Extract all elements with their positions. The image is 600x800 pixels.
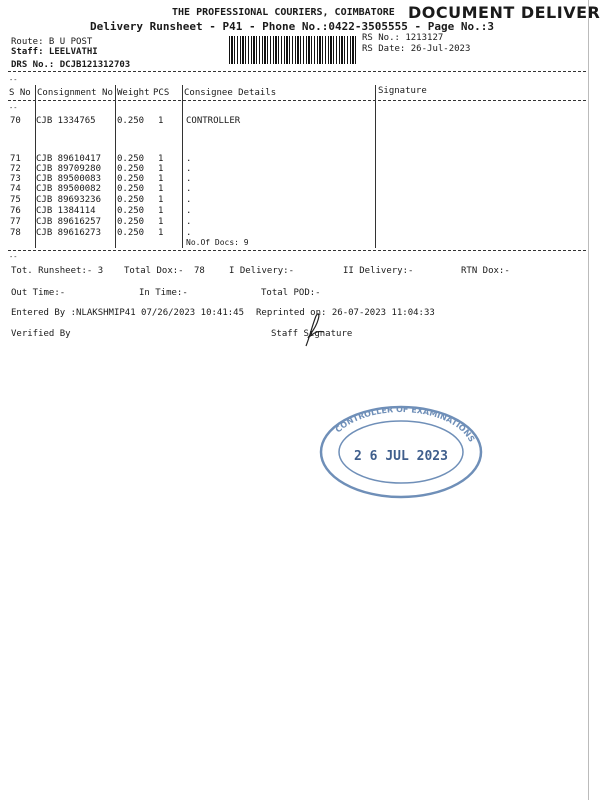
barcode (229, 36, 356, 64)
row-consignee: . (186, 217, 192, 227)
row-consignee: . (186, 228, 192, 238)
dash-mark: -- (9, 104, 18, 112)
drs-number: DRS No.: DCJB121312703 (11, 60, 131, 70)
document-title: DOCUMENT DELIVER (408, 3, 600, 22)
company-name: THE PROFESSIONAL COURIERS, COIMBATORE (172, 7, 395, 18)
out-time: Out Time:- (11, 288, 66, 298)
row-consignment: CJB 89610417 (36, 154, 102, 164)
row-weight: 0.250 (117, 184, 145, 194)
runsheet-line: Delivery Runsheet - P41 - Phone No.:0422-3505555 - Page No.:3 (90, 20, 494, 33)
staff-signature-label: Staff Signature (271, 329, 353, 339)
reprinted-on: Reprinted on: 26-07-2023 11:04:33 (256, 308, 435, 318)
signature-scribble (298, 308, 338, 348)
page-edge (588, 0, 589, 800)
row-consignment: CJB 89500082 (36, 184, 102, 194)
row-consignee: . (186, 164, 192, 174)
row-weight: 0.250 (117, 154, 145, 164)
ii-delivery: II Delivery:- (343, 266, 414, 276)
row-weight: 0.250 (117, 228, 145, 238)
row-pcs: 1 (158, 195, 164, 205)
row-pcs: 1 (158, 164, 164, 174)
row-sno: 75 (10, 195, 21, 205)
row-weight: 0.250 (117, 217, 145, 227)
total-dox-value: 78 (194, 266, 205, 276)
row-sno: 78 (10, 228, 21, 238)
divider (8, 100, 586, 101)
stamp-date: 2 6 JUL 2023 (354, 449, 448, 464)
row-consignment: CJB 89709280 (36, 164, 102, 174)
row-consignee: . (186, 206, 192, 216)
col-header-consignee: Consignee Details (184, 88, 277, 98)
row-consignment: CJB 1334765 (36, 116, 96, 126)
row-pcs: 1 (158, 116, 164, 126)
verified-by: Verified By (11, 329, 71, 339)
in-time: In Time:- (139, 288, 188, 298)
rs-number: RS No.: 1213127 (362, 33, 444, 43)
divider (8, 250, 586, 251)
row-consignment: CJB 89500083 (36, 174, 102, 184)
row-sno: 77 (10, 217, 21, 227)
i-delivery: I Delivery:- (229, 266, 295, 276)
row-sno: 71 (10, 154, 21, 164)
column-line (182, 85, 183, 248)
row-sno: 72 (10, 164, 21, 174)
staff-label: Staff: LEELVATHI (11, 47, 98, 57)
total-dox-label: Total Dox:- (124, 266, 184, 276)
row-weight: 0.250 (117, 116, 145, 126)
stamp-ring-text: CONTROLLER OF EXAMINATIONS (333, 404, 477, 444)
row-sno: 74 (10, 184, 21, 194)
col-header-weight: Weight (117, 88, 150, 98)
row-sno: 73 (10, 174, 21, 184)
examination-stamp (318, 404, 484, 500)
column-line (375, 85, 376, 248)
row-pcs: 1 (158, 228, 164, 238)
dash-mark: -- (9, 253, 18, 261)
row-weight: 0.250 (117, 195, 145, 205)
row-consignee: . (186, 154, 192, 164)
row-consignment: CJB 89693236 (36, 195, 102, 205)
column-line (115, 85, 116, 248)
rs-date: RS Date: 26-Jul-2023 (362, 44, 471, 54)
row-consignee: . (186, 195, 192, 205)
row-consignee: . (186, 174, 192, 184)
row-weight: 0.250 (117, 164, 145, 174)
col-header-consignment: Consignment No (37, 88, 113, 98)
col-header-sno: S No (9, 88, 31, 98)
row-weight: 0.250 (117, 174, 145, 184)
total-pod: Total POD:- (261, 288, 321, 298)
docs-count: No.Of Docs: 9 (186, 238, 249, 247)
dash-mark: -- (9, 76, 18, 84)
rtn-dox: RTN Dox:- (461, 266, 510, 276)
route-label: Route: B U POST (11, 37, 93, 47)
divider (8, 71, 586, 72)
entered-by: Entered By :NLAKSHMIP41 07/26/2023 10:41:45 (11, 308, 244, 318)
row-pcs: 1 (158, 154, 164, 164)
row-pcs: 1 (158, 217, 164, 227)
row-consignee: . (186, 184, 192, 194)
row-pcs: 1 (158, 206, 164, 216)
svg-text:CONTROLLER OF EXAMINATIONS (334, 405, 477, 444)
col-header-pcs: PCS (153, 88, 170, 98)
row-pcs: 1 (158, 184, 164, 194)
row-consignee: CONTROLLER (186, 116, 241, 126)
row-pcs: 1 (158, 174, 164, 184)
row-sno: 70 (10, 116, 21, 126)
row-consignment: CJB 1384114 (36, 206, 96, 216)
row-consignment: CJB 89616273 (36, 228, 102, 238)
row-consignment: CJB 89616257 (36, 217, 102, 227)
col-header-signature: Signature (378, 86, 427, 96)
tot-runsheet: Tot. Runsheet:- 3 (11, 266, 104, 276)
row-sno: 76 (10, 206, 21, 216)
row-weight: 0.250 (117, 206, 145, 216)
